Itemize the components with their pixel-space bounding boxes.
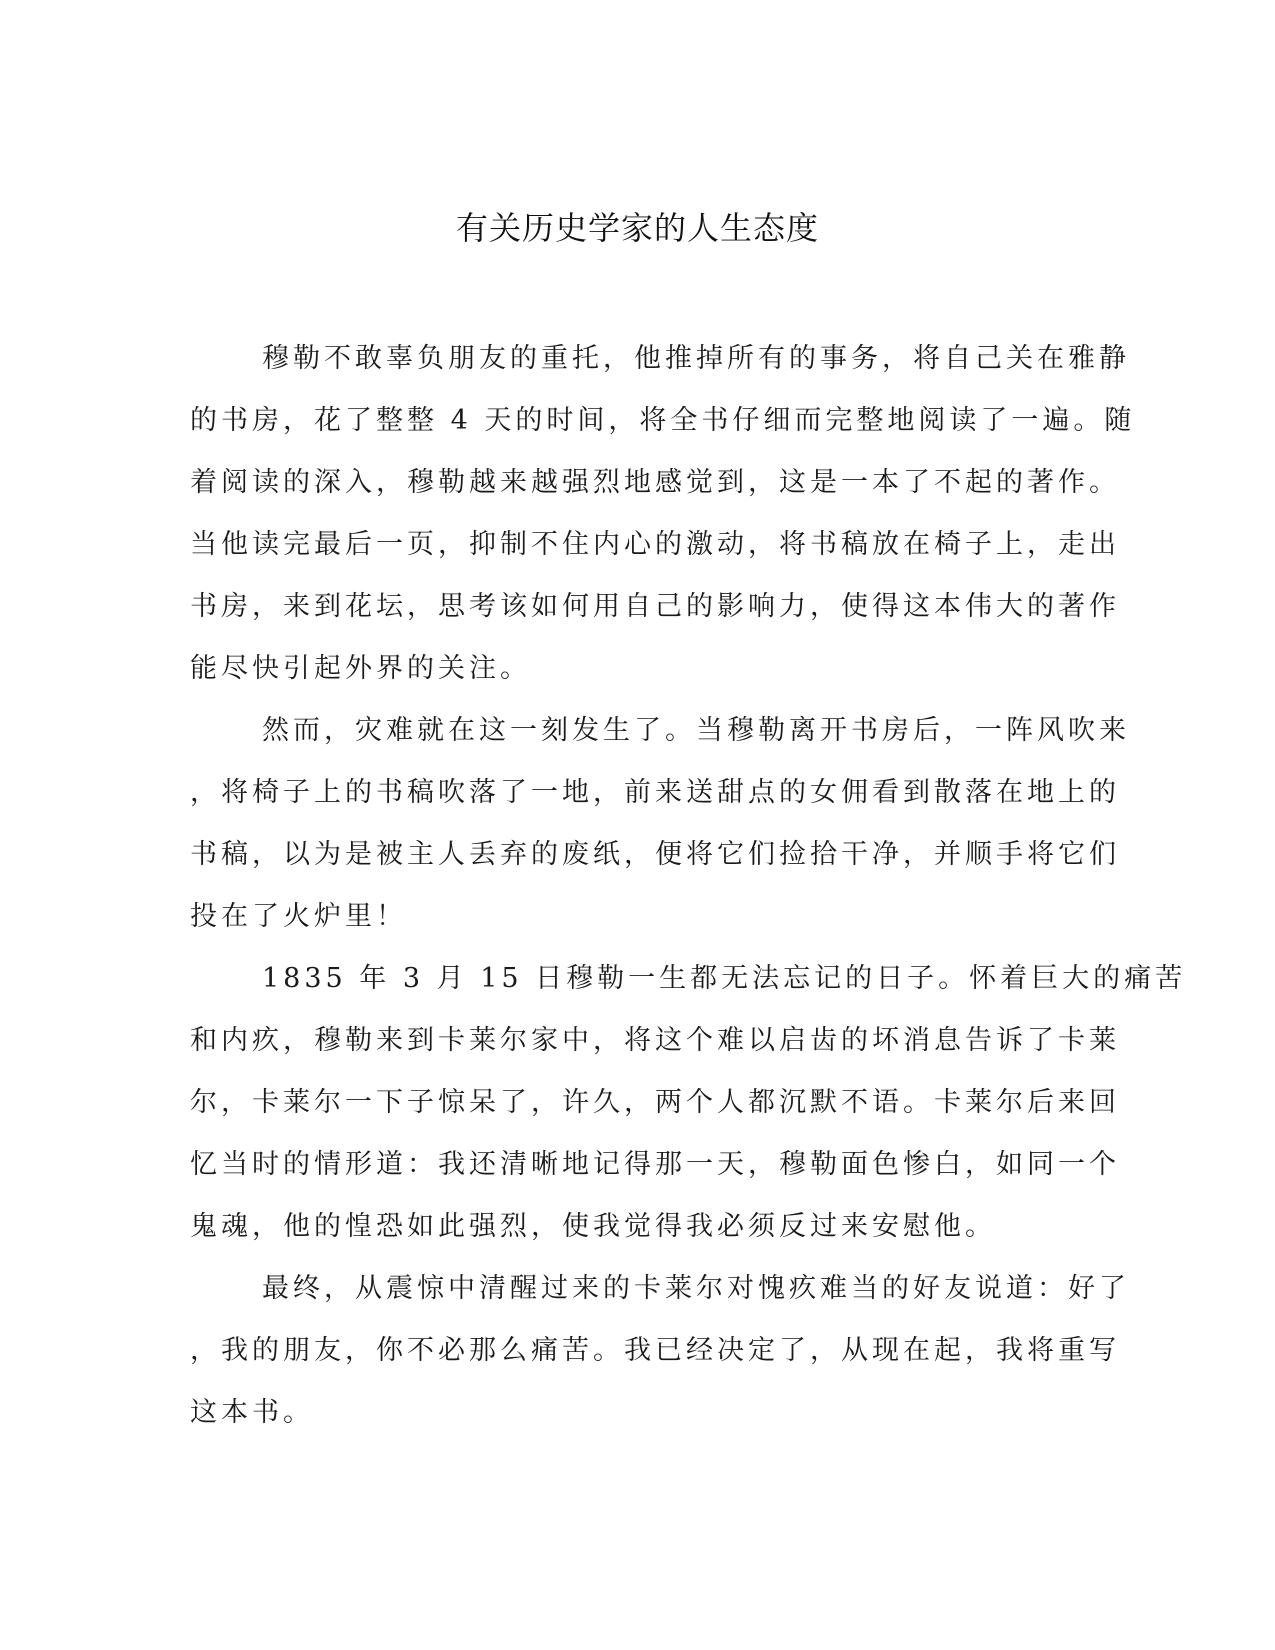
text-line: 书稿，以为是被主人丢弃的废纸，便将它们捡拾干净，并顺手将它们: [190, 839, 1120, 870]
text-line: 最终，从震惊中清醒过来的卡莱尔对愧疚难当的好友说道：好了: [262, 1273, 1130, 1304]
paragraph-2: [190, 700, 1130, 948]
text-line: 投在了火炉里！: [190, 901, 407, 932]
text-line: 这本书。: [190, 1397, 314, 1428]
text-line: ，将椅子上的书稿吹落了一地，前来送甜点的女佣看到散落在地上的: [190, 777, 1120, 808]
document-body: [190, 328, 1187, 1444]
text-line: 穆勒不敢辜负朋友的重托，他推掉所有的事务，将自己关在雅静: [262, 343, 1130, 374]
document-title: 有关历史学家的人生态度: [455, 209, 819, 247]
text-line: 书房，来到花坛，思考该如何用自己的影响力，使得这本伟大的著作: [190, 591, 1120, 622]
text-line: 当他读完最后一页，抑制不住内心的激动，将书稿放在椅子上，走出: [190, 529, 1120, 560]
text-line: 的书房，花了整整 4 天的时间，将全书仔细而完整地阅读了一遍。随: [190, 405, 1136, 436]
text-line: 着阅读的深入，穆勒越来越强烈地感觉到，这是一本了不起的著作。: [190, 467, 1120, 498]
text-line: 忆当时的情形道：我还清晰地记得那一天，穆勒面色惨白，如同一个: [190, 1149, 1120, 1180]
text-line: ，我的朋友，你不必那么痛苦。我已经决定了，从现在起，我将重写: [190, 1335, 1120, 1366]
paragraph-1: [190, 328, 1136, 700]
paragraph-4: [190, 1258, 1130, 1444]
text-line: 能尽快引起外界的关注。: [190, 653, 531, 684]
text-line: 然而，灾难就在这一刻发生了。当穆勒离开书房后，一阵风吹来: [262, 715, 1130, 746]
paragraph-3: [190, 948, 1187, 1258]
text-line: 1835 年 3 月 15 日穆勒一生都无法忘记的日子。怀着巨大的痛苦: [262, 963, 1187, 994]
text-line: 鬼魂，他的惶恐如此强烈，使我觉得我必须反过来安慰他。: [190, 1211, 996, 1242]
text-line: 和内疚，穆勒来到卡莱尔家中，将这个难以启齿的坏消息告诉了卡莱: [190, 1025, 1120, 1056]
text-line: 尔，卡莱尔一下子惊呆了，许久，两个人都沉默不语。卡莱尔后来回: [190, 1087, 1120, 1118]
